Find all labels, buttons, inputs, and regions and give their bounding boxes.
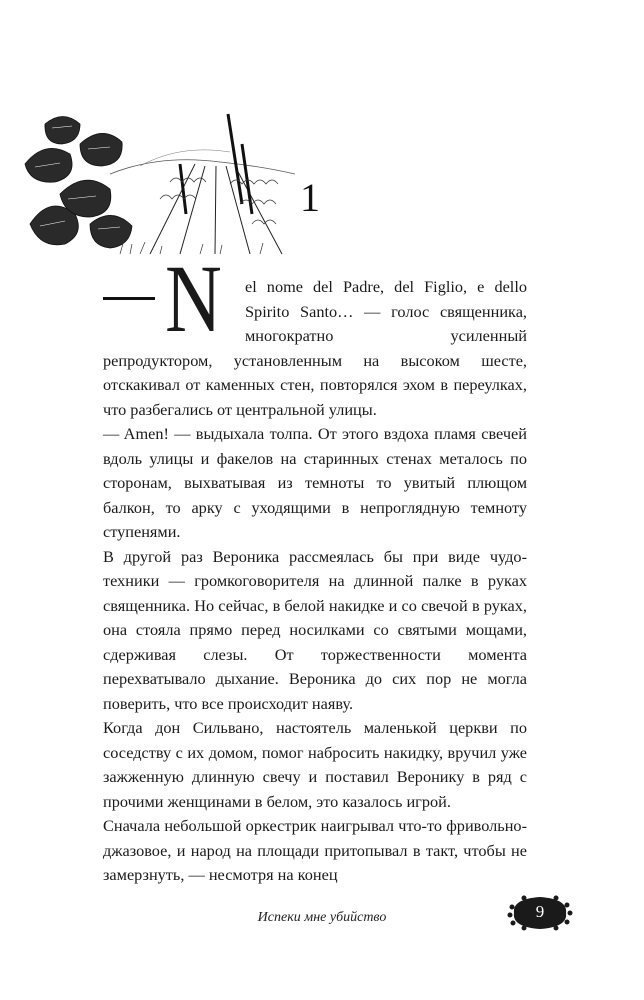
paragraph-3: В другой раз Вероника рассмеялась бы при виде чудо-техники — громкоговорителя на длинной палке в руках священника. Но сейчас, в белой накидке и со свечой в руках, она стояла прямо перед носилками со святыми мощами, сдерживая слезы. От торжественности момента перехватывало дыхание. Вероника до сих пор не могла поверить, что все происходит наяву. <box>103 546 527 713</box>
paragraph-2: — Amen! — выдыхала толпа. От этого вздоха пламя свечей вдоль улицы и факелов на старинных стенах металось по сторонам, выхватывая из темноты то увитый плющом балкон, то арку с уходящими в непроглядную темноту ступенями. <box>103 424 527 541</box>
running-footer-title: Испеки мне убийство <box>257 910 387 925</box>
paragraph-5: Сначала небольшой оркестрик наигрывал что-то фривольно-джазовое, и народ на площади притопывал в такт, чтобы не замерзнуть, — несмотря на конец <box>103 816 527 884</box>
vineyard-engraving-icon <box>20 104 295 256</box>
chapter-body <box>103 245 527 888</box>
paragraph-text: el nome del Padre, del Figlio, e dello Spirito Santo… — голос священника, многократно усиленный репродуктором, установленным на высоком шесте, отскакивал от каменных стен, повторялся эхом в переулках, что разбегались от центральной улицы. <box>103 277 527 419</box>
chapter-number: 1 <box>300 175 320 220</box>
drop-cap-letter: N <box>165 245 222 352</box>
page-number: 9 <box>535 902 545 921</box>
em-dash <box>103 297 155 300</box>
paragraph-1 <box>103 245 527 422</box>
page-number-badge <box>504 893 576 933</box>
paragraph-4: Когда дон Сильвано, настоятель маленькой церкви по соседству с их домом, помог набросить накидку, вручил уже зажженную длинную свечу и поставил Веронику в ряд с прочими женщинами в белом, это казалось игрой. <box>103 718 527 811</box>
drop-cap-block <box>103 245 239 352</box>
